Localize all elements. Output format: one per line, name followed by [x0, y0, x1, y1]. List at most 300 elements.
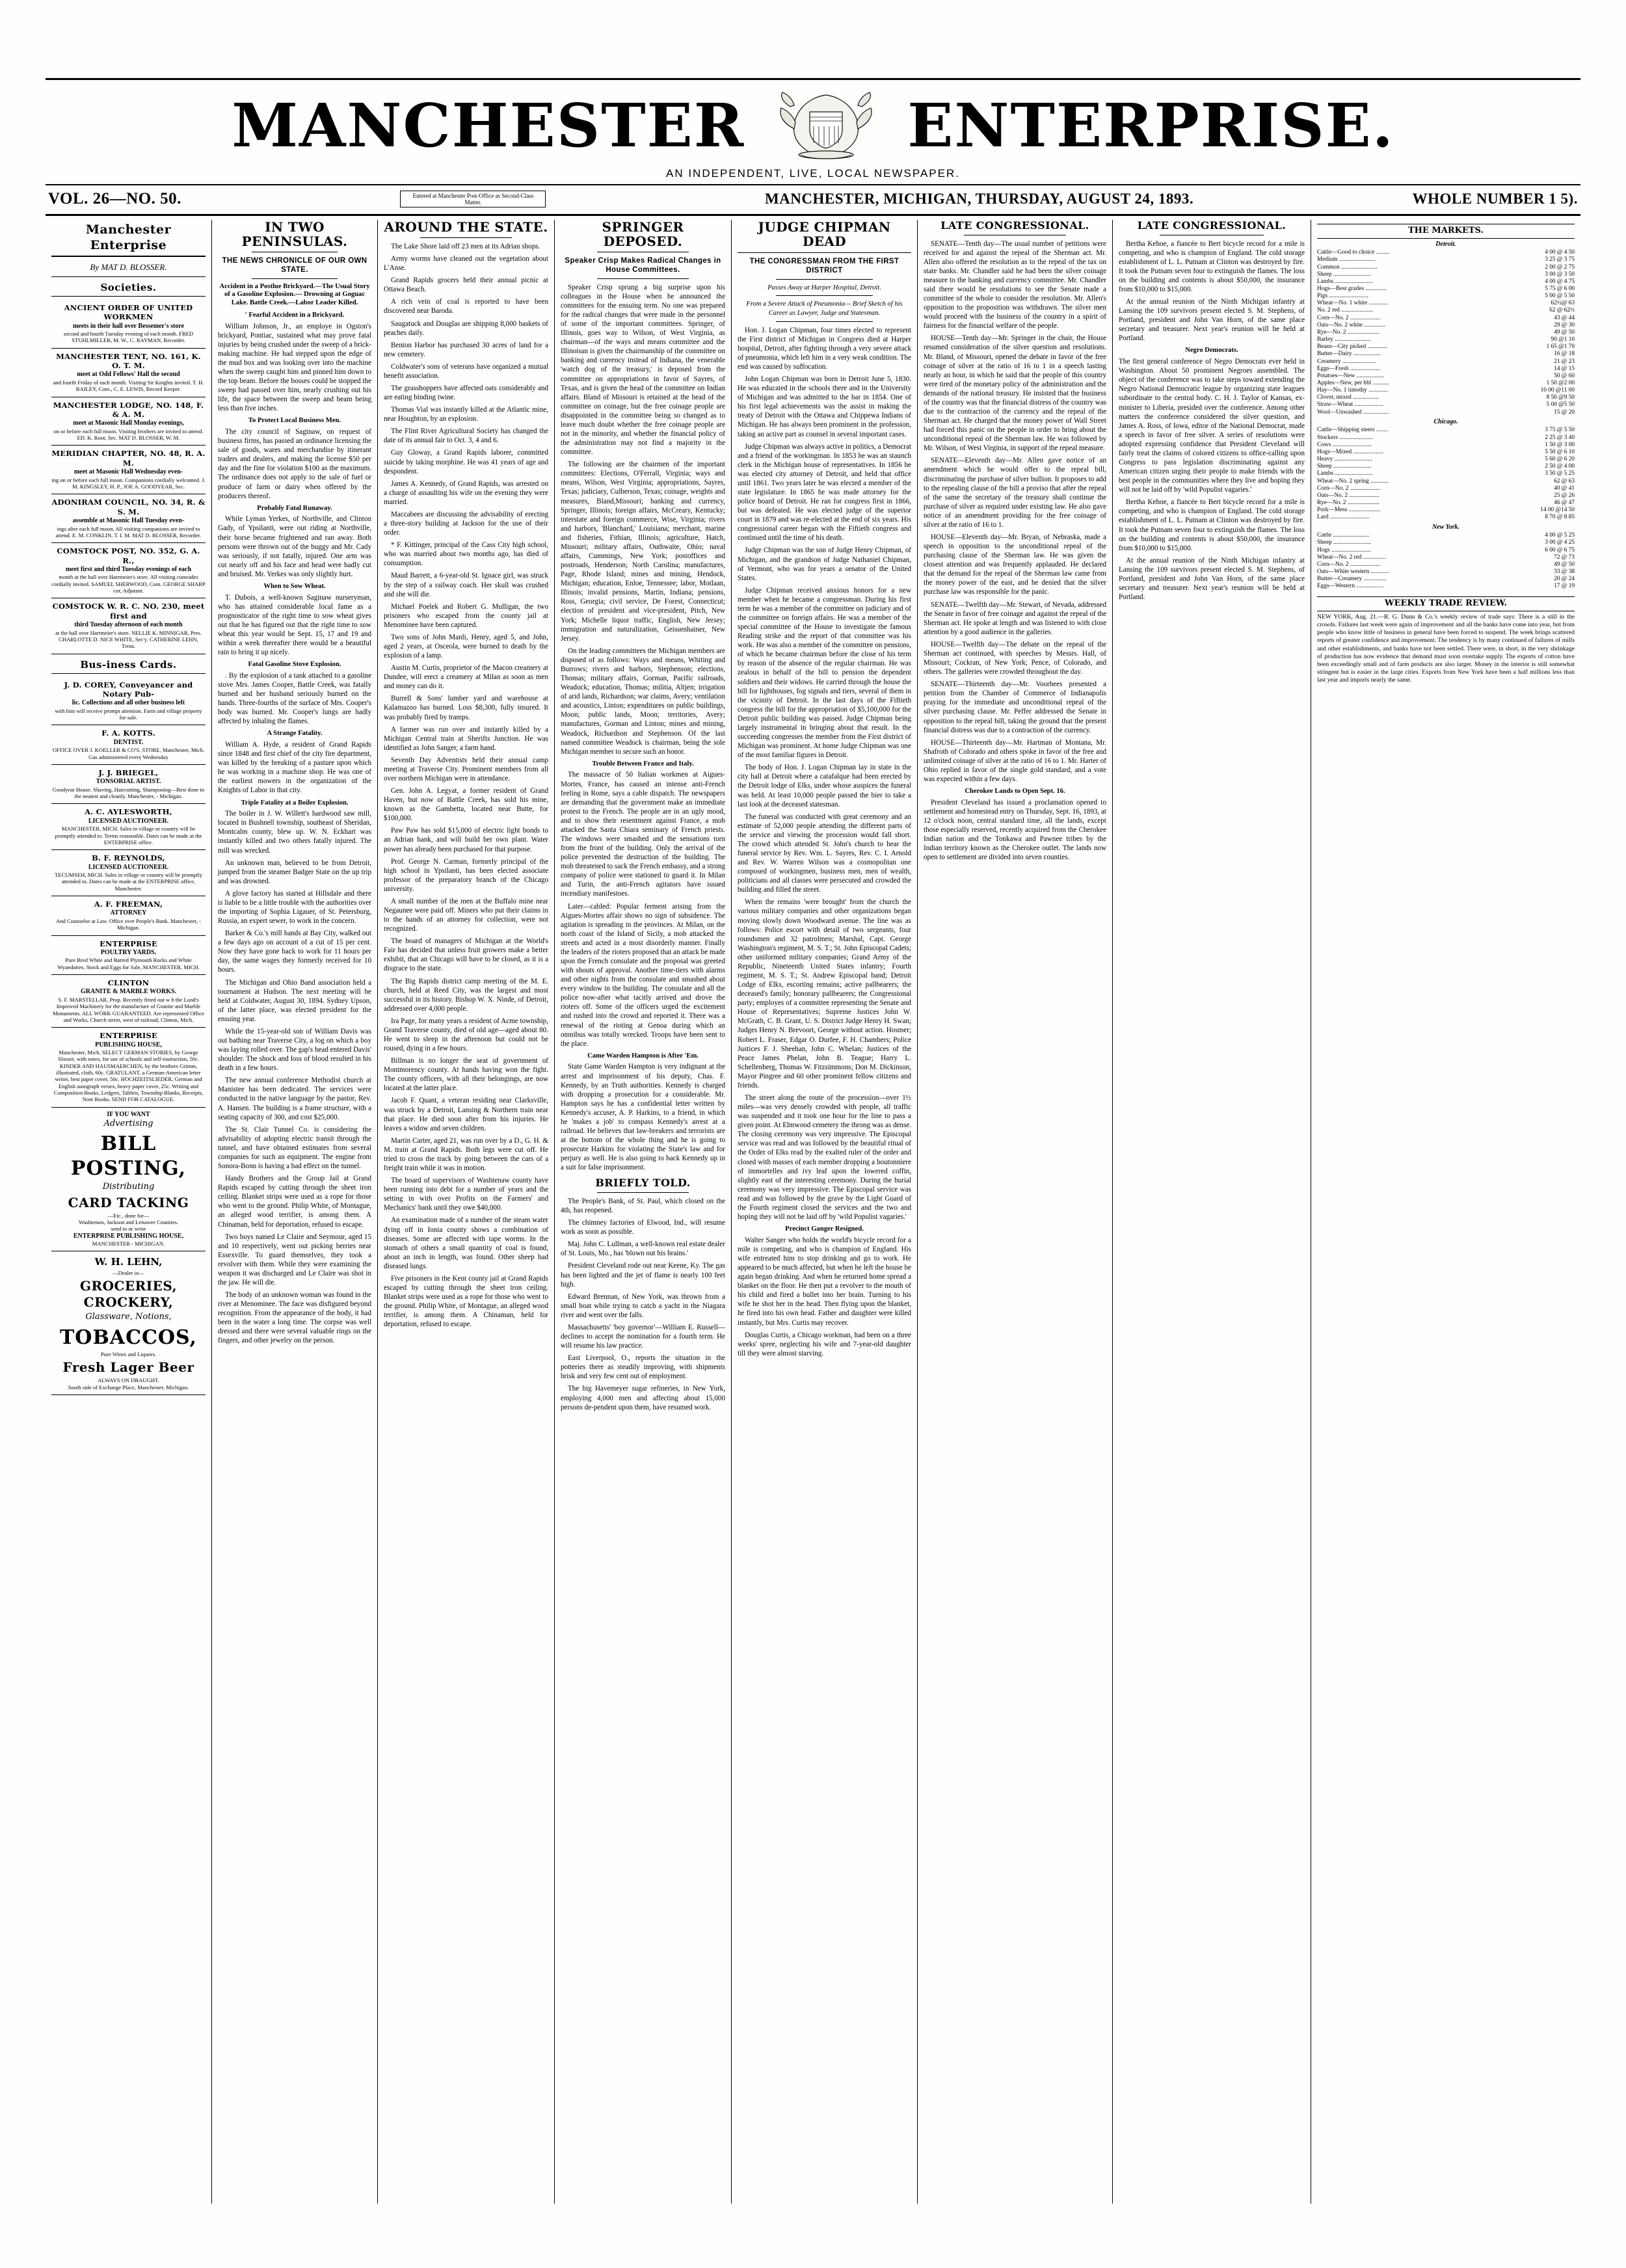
place-and-date: MANCHESTER, MICHIGAN, THURSDAY, AUGUST 24, 1893. [764, 191, 1194, 207]
bill-posting-headline: BILL POSTING, [70, 1132, 187, 1180]
ad-title: MANCHESTER LODGE, NO. 148, F. & A. M. [53, 400, 204, 419]
precinct-ganger-resigned-body: Walter Sanger who holds the world's bicycle record for a mile is competing, and who is champion of England. His wife entreated him to stop drinking and go to work. He appeared to be much affected, but when he left the house he again began drinking. And when he returned home spread a blanket on the floor. He then put a revolver to the mouth of his child and fired a bullet into her brain. Turning to his wife he shot her in the head. Then flying upon the blanket, he fired into his own head. Father and daughter were killed instantly, but Mrs. Curtis may recover. [738, 1236, 911, 1327]
business-card-listings [51, 677, 206, 1108]
jd-corey-notary[interactable] [51, 677, 206, 726]
lehn-groceries: GROCERIES, CROCKERY, [79, 1278, 178, 1311]
logan-chipman-born-body: Hon. J. Logan Chipman, four times elected to represent the First district of Michigan in Congress died at Harper hospital, Detroit, after fighting through a very severe attack of pneumonia, which left him in a very weak condition. The end was caused by suffocation. [738, 326, 911, 371]
market-value: 20 @ 24 [1554, 576, 1575, 583]
market-label: Stockers ...................... [1317, 434, 1373, 441]
ad-title: ENTERPRISE [100, 1031, 157, 1041]
market-row [1317, 380, 1575, 387]
ad-details: ings after each full moon. All visiting companions are invited to attend. E. M. CONKLIN, T. I. M. MAT D. BLOSSER, Recorder. [55, 525, 202, 539]
market-row [1317, 315, 1575, 322]
jj-briegel-tonsorial[interactable] [51, 765, 206, 805]
market-value: 62½@ 63 [1551, 300, 1575, 307]
column-6-late-congressional [917, 220, 1112, 2204]
ad-subtitle: lic. Collections and all other business left [72, 699, 185, 707]
market-row [1317, 300, 1575, 307]
market-row [1317, 507, 1575, 514]
masthead-title-right: ENTERPRISE. [907, 90, 1394, 161]
market-label: Lambs ......................... [1317, 278, 1373, 285]
ad-details: OFFICE OVER J. KOELLER & CO'S. STORE, Manchester, Mich. Gas administered every Wednesday [52, 747, 205, 760]
market-value: 14 @ 15 [1554, 365, 1575, 372]
lehn-glassware: Glassware, Notions, [85, 1312, 172, 1322]
market-value: 3 25 @ 3 75 [1545, 256, 1575, 263]
ad-details: on or before each full moon. Visiting brothers are invited to attend. ED. K. Root, Sec. MAT D. BLOSSER, W. M. [53, 427, 204, 442]
volume-number: VOL. 26—NO. 50. [48, 190, 181, 207]
handy-brothers-grange-body: Handy Brothers and the Group Jail at Grand Rapids escaped by cutting through the sheet iron ceiling. Blanket strips were used as a rope for those who went to the ground. Philip White, of Montague, an alleged wood terrifier, is among them. A Chinaman, held for deportation, refused to escape. [218, 1175, 371, 1229]
ad-subtitle: meets in their hall over Bessemer's store [72, 322, 185, 330]
columns-container [46, 220, 1580, 2204]
in-two-peninsulas-subhead: THE NEWS CHRONICLE OF OUR OWN STATE. [222, 257, 367, 274]
around-the-state-items [384, 242, 548, 1329]
guy-gloway-body: Guy Gloway, a Grand Rapids laborer, committed suicide by taking morphine. He was 41 years of age and despondent. [384, 449, 548, 475]
market-row [1317, 264, 1575, 271]
market-value: 50 @ 60 [1554, 372, 1575, 379]
comstock-wrc[interactable] [51, 598, 206, 654]
market-value: 8 70 @ 8 85 [1545, 514, 1575, 521]
saugatuck-douglas-body: Saugatuck and Douglas are shipping 8,000 baskets of peaches daily. [384, 319, 548, 337]
lehn-name: W. H. LEHN, [94, 1256, 163, 1268]
manchester-tent-kotm[interactable] [51, 349, 206, 397]
market-row [1317, 278, 1575, 286]
cherokee-lands-open-body: President Cleveland has issued a proclamation opened to settlement and homestead entry on Thursday, Sept. 16, 1893, at 12 o'clock noon, central standard time, all the lands, except those especially reserved, recently acquired from the Cherokee Indian nation and the Tonkawa and Pawnee tribes by the Indian territory known as the Cherokee outlet. The lands now open to settlement are divided into seven counties. [924, 798, 1106, 862]
coldwater-veterans-body: Coldwater's sons of veterans have organized a mutual benefit association. [384, 362, 548, 380]
ad-details: ing on or before each full moon. Companions cordially welcomed. J. M. KINGSLEY, H. P., JOE A. GOODYEAR, Sec. [51, 476, 206, 490]
market-row [1317, 470, 1575, 477]
jacob-quant-veteran-body: Jacob F. Quant, a veteran residing near Clarksville, was struck by a Detroit, Lansing & Northern train near that place. He died soon after from his injuries. He leaves a widow and seven children. [384, 1097, 548, 1132]
ancient-order-united-workmen[interactable] [51, 300, 206, 349]
judge-chipman-announced-body: Judge Chipman received anxious honors for a new member when he became a congressman. During his first term he was a member of the committee on judiciary and of the committee on foreign affairs. He was a member of the special committee of the House to investigate the famous Reading strike and the report of that committee was his work. He was also a member of the committee on pensions, of which he became chairman before the close of his term by reason of the absence of the regular chairman. He was zealous in behalf of the bill to pension the dependent soldiers and their widows. He carried through the house the bill for lighthouses, fog signals and tiers, several of them in the vicinity of Detroit. In the last days of the Fiftieth congress the bill for the appropriation of $5,100,000 for the Detroit public building was passed. Judge Chipman being largely instrumental in bringing about that result. In the succeeding congresses the member from the First district of Michigan was prominent. At home Judge Chipman was one of the most familiar figures in Detroit. [738, 586, 911, 760]
market-value: 90 @1 10 [1551, 336, 1575, 343]
came-warden-hampton-body: State Game Warden Hampton is very indignant at the arrest and imprisonment of his deputy, Chas. F. Kennedy, by an Truth authorities. Kennedy is charged with dropping a prosecution for a considerable. Mr. Hampton says he has a confidential letter written by Kennedy's accuser, A. P. Harkins, to a friend, in which he 'makes a job' to compass Kennedy's arrest at a railroad. He believes that law-breakers and terrorists are at the bottom of the whole thing and he is going to prosecute Harkins for violating the State's law and for perjury as well. He is also going to back Kennedy up in a suit for false imprisonment. [561, 1063, 725, 1172]
lehn-address: South side of Exchange Place, Manchester, Michigan. [68, 1383, 189, 1391]
ad-subtitle: GRANITE & MARBLE WORKS. [80, 988, 177, 996]
james-kennedy-body: James A. Kennedy, of Grand Rapids, was arrested on a charge of assaulting his wife on the evening they were married. [384, 479, 548, 506]
barker-co-mill-body: Barker & Co.'s mill hands at Bay City, walked out a few days ago on account of a cut of 15 per cent. Now they have gone back to work for 11 hours per day, the same wages they formerly received for 10 hours. [218, 929, 371, 974]
late-congressional-items [924, 239, 1106, 862]
fearful-accident-brickyard-body: William Johnson, Jr., an employe in Ogston's brickyard, Pontiac, sustained what may prove fatal injuries by being crushed under the sweep of a brick-making machine. He had stepped upon the edge of the mud box and was looking over into the machine when the sweep caught him and pinned him down to the top beam. Before the bosses could be stopped the sweep had passed over him, nearly crushing out his life, the space between the sweep and beam being less than five inches. [218, 322, 371, 413]
ad-subtitle: LICENSED AUCTIONEER. [88, 817, 169, 825]
market-label: Potatoes—New .................. [1317, 372, 1384, 379]
market-label: Cattle—Shipping steers ........ [1317, 427, 1389, 434]
unknown-man-believed-drowned-body: An unknown man, believed to be from Detroit, jumped from the steamer Badger State on the up trip and was drowned. [218, 859, 371, 885]
market-value: 5 00 @5 50 [1546, 401, 1575, 408]
market-value: 5 00 @ 5 50 [1545, 293, 1575, 300]
big-havemeyer-sugar-refineries-body: The big Havemeyer sugar refineries, in New York, employing 4,000 men and affecting about 15,000 persons de-pendent upon them, have resumed work. [561, 1385, 725, 1411]
market-value: 4 00 @ 5 25 [1545, 532, 1575, 539]
market-label: Hogs .......................... [1317, 546, 1371, 554]
masthead [46, 78, 1580, 185]
market-value: 62 @ 63 [1554, 477, 1575, 485]
market-value: 49 @ 50 [1554, 561, 1575, 568]
trade-review-title: WEEKLY TRADE REVIEW. [1317, 596, 1575, 611]
springer-deposed-headline: SPRINGER DEPOSED. [602, 220, 684, 249]
paw-paw-electric-lights-body: Paw Paw has sold $15,000 of electric light bonds to an Adrian bank, and will build her own plant. Water power has already been purchased for that purpose. [384, 827, 548, 853]
enterprise-publishing-house[interactable] [51, 1028, 206, 1107]
street-along-route-body: The street along the route of the procession—over 1½ miles—was very densely crowded with people, all traffic was suspended and it took one hour for the line to pass a given point. At Elmwood cemetery the throng was as dense. The closing ceremony was very impressive. The Episcopal service was read and was followed by the beautiful ritual of the Order of Elks read by the exalted ruler of the order and closed with masses of each member dropping a boutonniere of immortelles and ivy leaf upon the lowered coffin, slightly east of the interesting ceremony. During the burial ceremony was very impressive. The Episcopal service was read and was followed by the grave by the Light Guard of the Fourth regiment closed the services and the two and hoping they will not be laid off by 'wild Populist vagaries.' [738, 1094, 911, 1221]
market-label: Cattle—Good to choice ......... [1317, 249, 1390, 256]
second-annual-methodist-church-body: The new annual conference Methodist church at Manistee has been dedicated. The services were conducted in the native language by the pastor, Rev. A. Hansen. The building is a frame structure, with a seating capacity of 300, and cost $25,000. [218, 1076, 371, 1121]
bill-posting-ad[interactable] [51, 1108, 206, 1252]
bertha-kehoe-bert-body: Bertha Kehoe, a fiancée to Bert bicycle record for a mile is competing, and who is champion of England. The cold storage establishment of L. L. Putnam at Clinton was destroyed by fire. It took the Putnam seven four to extinguish the flames. The loss on the building and contents is about $50,000, the insurance from $10,000 to $15,000. [1119, 239, 1305, 293]
column-5-judge-chipman-dead [731, 220, 917, 2204]
michigan-ohio-band-body: The Michigan and Ohio Band association held a tournament at Hudson. The next meeting will be held at Coldwater, August 30, 1894. Sydney Upson, of the latter place, was elected president for the ensuing year. [218, 978, 371, 1023]
market-label: Clover, mixed ................. [1317, 394, 1379, 401]
ad-subtitle: assemble at Masonic Hall Tuesday even- [72, 517, 185, 525]
manchester-lodge-fam[interactable] [51, 397, 206, 446]
triple-fatality-boiler-explosion-head: Triple Fatality at a Boiler Explosion. [241, 799, 349, 807]
market-value: 15 @ 20 [1554, 408, 1575, 416]
af-freeman-attorney[interactable] [51, 896, 206, 936]
market-label: Medium ........................ [1317, 256, 1376, 263]
briefly-told-headline: BRIEFLY TOLD. [595, 1177, 691, 1190]
market-value: 2 00 @ 2 75 [1545, 263, 1575, 271]
market-row [1317, 583, 1575, 590]
market-table [1317, 532, 1575, 590]
fifteen-year-old-davis-body: While the 15-year-old son of William Davis was out bathing near Traverse City, a log on which a boy was laying rolled over. The gap's head entered Davis' shoulder. The shock and loss of blood resulted in his death in a few hours. [218, 1027, 371, 1073]
bill-posting-rate: —Etc., done for— [107, 1212, 150, 1219]
market-label: Straw—Wheat ................... [1317, 401, 1383, 408]
when-remains-borne-body: When the remains 'were brought' from the church the various military companies and other organizations began moving slowly down Woodward avenue. The line was as follows: Police escort with detail of two sergeants, four roundsmen and 32 patrolmen; Marshal, Capt. George Washington's regiment, M. S. T.; St. John Episcopal Cadets; other uniformed military companies; Grand Army of the Republic, Nineteenth United States infantry; Fourth regiment, M. S. T.; St. Andrew Episcopal band; Detroit Lodge of Elks, escorting remains; active pallbearers; the deceased's family; honorary pallbearers; the Congressional party; employes of a committee representing the Senate and House of Representatives; Supreme Justices John W. McGrath, C. B. Grant, U. S. District Judge Henry H. Swan; Judges Henry N. Brevoort, George without action. Hosmer; Robert L. Fraser, Edgar O. Durfee, F. H. Chambers; Police Justices F. J. Sheehan, John C. Whelan; Justices of the Peace James Phelan, John B. Teague; Harry L. Schellenberg, Thomas W. Fitzsimmons; Don M. Dickinson, Mayor Pingree and 60 other prominent fellow citizens and friends. [738, 898, 911, 1089]
market-label: Apples—New, per bbl ........... [1317, 380, 1390, 386]
ad-subtitle: LICENSED AUCTIONEER. [88, 863, 169, 871]
market-value: 72 @ 73 [1554, 554, 1575, 561]
market-label: Wheat—No. 2 spring ............ [1317, 477, 1389, 485]
bf-reynolds-auctioneer[interactable] [51, 850, 206, 896]
house-thirteenth-day-body: HOUSE—Thirteenth day—Mr. Hartman of Montana, Mr. Shafroth of Colorado and others spoke in favor of the free and unlimited coinage of silver at the ratio of 16 to 1. Mr. Harter of Ohio replied in favor of the single gold standard, and a vote was expected within a few days. [924, 738, 1106, 783]
two-sons-john-manli-body: Two sons of John Manli, Henry, aged 5, and John, aged 2 years, at Osceola, were burned to death by the explosion of a lamp. [384, 633, 548, 660]
ad-title: A. C. AYLESWORTH, [85, 807, 172, 817]
springer-deposed-items [561, 283, 725, 1173]
accident-postal-brickyard-head: Accident in a Postlue Brickyard.—The Usual Story of a Gasoline Explosion.— Drowning at Goguac Lake. Battle Creek.—Labor Leader Killed. [219, 282, 370, 307]
fa-kotts-dentist[interactable] [51, 725, 206, 765]
maj-john-lullman-body: Maj. John C. Lullman, a well-known real estate dealer of St. Louis, Mo., has 'blown out his brains.' [561, 1240, 725, 1258]
chipman-subhead-1: THE CONGRESSMAN FROM THE FIRST DISTRICT [749, 258, 900, 275]
gen-john-legyat-body: Gen. John A. Legyat, a former resident of Grand Haven, but now of Battle Creek, has sold his mine, known as the Gambetta, located near Butte, for $100,000. [384, 787, 548, 823]
ad-title: COMSTOCK POST, NO. 352, G. A. R., [57, 546, 200, 565]
ad-details: with him will receive prompt attention. Farm and village property for sale. [55, 707, 202, 721]
column-3-around-the-state [377, 220, 554, 2204]
market-label: No. 2 red ..................... [1317, 307, 1373, 314]
market-value: 3 75 @ 5 50 [1545, 427, 1575, 434]
market-value: 5 75 @ 6 00 [1545, 285, 1575, 292]
to-protect-local-business-men-head: To Protect Local Business Men. [248, 417, 341, 425]
markets-title: THE MARKETS. [1317, 224, 1575, 239]
market-label: Creamery ...................... [1317, 358, 1376, 365]
market-label: Oats—No. 2 white .............. [1317, 321, 1385, 328]
late-congressional-headline-right: LATE CONGRESSIONAL. [1137, 220, 1286, 232]
market-row [1317, 547, 1575, 554]
around-the-state-headline: AROUND THE STATE. [384, 220, 548, 235]
flint-river-agricultural-body: The Flint River Agricultural Society has changed the date of its annual fair to Oct. 3, 4 and 6. [384, 427, 548, 445]
chipman-subhead-2: Passes Away at Harper Hospital, Detroit. [767, 284, 881, 291]
lehn-wines: Pure Wines and Liquors. [101, 1351, 156, 1358]
annual-reunion-ninth-michigan-body: At the annual reunion of the Ninth Michigan infantry at Lansing the 109 survivors present elected S. M. Stephens, of Portland, president and John Van Horn, of the same place secretary and treasurer. Next year's reunion will be held at Portland. [1119, 556, 1305, 602]
market-label: Hogs—Best grades .............. [1317, 285, 1387, 292]
market-row [1317, 271, 1575, 278]
ad-details: And Counselor at Law. Office over People's Bank. Manchester, - Michigan. [56, 917, 201, 931]
column-8-markets [1311, 220, 1580, 2204]
market-row [1317, 463, 1575, 470]
body-hon-logan-chipman-body: The body of Hon. J. Logan Chipman lay in state in the city hall at Detroit where a catafalque had been erected by the Detroit lodge of Elks, under whose auspices the funeral was held. At least 10,000 people passed the bier to take a last look at the deceased statesman. [738, 764, 911, 808]
market-label: Butter—Dairy .................. [1317, 351, 1381, 358]
trouble-between-france-head: Trouble Between France and Italy. [592, 760, 694, 767]
masthead-title-left: MANCHESTER [232, 90, 745, 161]
f-kittinger-body: * F. Kittinger, principal of the Cass City high school, who was married about two months ago, has died of consumption. [384, 541, 548, 568]
precinct-ganger-resigned-head: Precinct Ganger Resigned. [785, 1225, 864, 1233]
benton-harbor-purchased-body: Benton Harbor has purchased 30 acres of land for a new cemetery. [384, 341, 548, 358]
probably-fatal-runaway-head: Probably Fatal Runaway. [257, 504, 332, 512]
chipman-subhead-3: From a Severe Attack of Pneumonia— Brief Sketch of his Career as Lawyer, Judge and Statesman. [746, 300, 903, 317]
strange-fatality-body: William A. Hyde, a resident of Grand Rapids since 1848 and first chief of the city fire department, was killed by the breaking of a pasture upon which he was working in a machine shop. He was one of the earliest mowers in the organization of the Knights of Labor in that city. [218, 741, 371, 795]
john-logan-chipman-sketch-body: John Logan Chipman was born in Detroit June 5, 1830. He was educated in the schools there and in the University of Michigan and was admitted to the bar in 1854. One of his first legal achievements was the assist in making the treaty of Detroit with the Ottawa and Chippewa Indians of Michigan. He has always been prominent in the profession, taking an active part as counsel in several important cases. [738, 375, 911, 438]
societies-heading: Societies. [100, 281, 157, 293]
massachusetts-boy-governor-body: Massachusetts' 'boy governor'—William E. Russell—declines to accept the nomination for a fourth term. He will resume his law practice. [561, 1323, 725, 1350]
market-row [1317, 427, 1575, 434]
market-row [1317, 358, 1575, 366]
market-row [1317, 434, 1575, 442]
meridian-chapter-ram[interactable] [51, 446, 206, 494]
market-label: Rye—No. 2 ..................... [1317, 500, 1379, 507]
market-row [1317, 442, 1575, 449]
funeral-conducted-great-ceremony-body: The funeral was conducted with great ceremony and an estimate of 52,000 people attending the different parts of the service and viewing the procession would fall short. The crowd which attended St. John's church to hear the funeral service by Rev. Wm. L. Sayres, Rev. C. I. Arnold and Rev. W. Warren Wilson was a cosmopolitan one composed of workingmen, business men, men of wealth, politicians and all classes were persecuted and crowded the building and filled the street. [738, 812, 911, 894]
market-value: 4 00 @ 4 75 [1545, 278, 1575, 285]
market-value: 1 65 @1 70 [1546, 343, 1575, 351]
market-row [1317, 329, 1575, 336]
maud-barrett-body: Maud Barrett, a 6-year-old St. Ignace girl, was struck by the step of a railway coach. Her skull was crushed and she will die. [384, 572, 548, 598]
market-row [1317, 568, 1575, 576]
cherokee-lands-open-head: Cherokee Lands to Open Sept. 16. [965, 788, 1065, 795]
in-two-peninsulas-headline: IN TWO PENINSULAS. [241, 220, 348, 249]
market-value: 14 00 @14 50 [1540, 507, 1575, 514]
market-value: 5 60 @ 6 20 [1545, 456, 1575, 463]
ad-details: at the hall over Harrmeier's store. NELLIE K. MINNIGAR, Pres. CHARLOTTE D. NICE WHITE, Sec'y. CATHERINE LEHN, Treas. [55, 629, 202, 650]
strange-fatality-head: A Strange Fatality. [267, 730, 323, 738]
market-label: Oats—White western ............ [1317, 568, 1389, 575]
ad-title: MANCHESTER TENT, NO. 161, K. O. T. M. [56, 351, 201, 371]
following-chairmen-body: The following are the chairmen of the important committees: Elections, O'Ferrall, Virginia; ways and means, Wilson, West Virginia; appropriations, Sayres, Texas; judiciary, Culberson, Texas; coinage, weights and measures, Bland,Missouri; banking and currency, Springer, Illinois; foreign affairs, McCreary, Kentucky; interstate and foreign commerce, Wise, Virginia; rivers and harbors, 'Blanchard,' Louisiana; merchant, marine and fisheries, Fithian, Illinois; agriculture, Hatch, Missouri; military affairs, Outhwaite, Ohio; naval affairs, Cummings, New York; postoffices and postroads, Henderson; North Carolina; manufactures, Page, Rhode Island; mines and mining, Hendock, Michigan; education, Enloe, Tennessee; labor, Motlaan, Illinois; invalid pensions, Martin, Indiana; pensions, Ross, Georgia; civil service, De Forest, Connecticut; election of president and vice-president, Pitch, New York; Michelle liquor traffic, English, New Jersey; immigration and naturalization, Geissenhainer, New Jersey. [561, 460, 725, 643]
fearful-accident-brickyard-head: ' Fearful Accident in a Brickyard. [245, 311, 345, 319]
ad-title: J. J. BRIEGEL, [98, 767, 159, 777]
speaker-crisp-surprise-body: Speaker Crisp sprung a big surprise upon his colleagues in the House when he announced the committees for the ensuing term. No one was prepared for the radical changes that were made in the personnel of some of the important committees. Springer, of Illinois, goes way to Wilson, of West Virginia, as chairman—of the ways and means committee and the Illinoisan is given the chairmanship of the committee on banking and currency instead of Indiana, the venerable 'watch dog of the treasury,' is deposed from the committee on appropriations in favor of Sayres, of Texas, and is given the head of the committee on Indian affairs. Bland of Missouri is retained at the head of the committee on coinage, but the free coinage people are disappointed in the committee being so changed as to leave much doubt whether the free coinage people are not in the minority, and whether the financial policy of the administration may not find a majority in the committee. [561, 283, 725, 457]
body-unknown-woman-body: The body of an unknown woman was found in the river at Menominee. The face was disfigured beyond recognition. From the appearance of the body, it had been in the water a long time. The corpse was well dressed and there were several valuable rings on the fingers, and other jewelry on the person. [218, 1291, 371, 1345]
column-4-springer-deposed [554, 220, 731, 2204]
comstock-post-gar[interactable] [51, 543, 206, 598]
peoples-bank-st-paul-body: The People's Bank, of St. Paul, which closed on the 4th, has reopened. [561, 1197, 725, 1215]
lehn-tobaccos: TOBACCOS, [59, 1326, 198, 1349]
ad-subtitle: TONSORIAL ARTIST. [96, 778, 161, 786]
market-label: Rye—No. 2 ..................... [1317, 328, 1379, 336]
market-label: Eggs—Fresh .................... [1317, 365, 1381, 372]
ad-details: second and fourth Tuesday evening of each month. FRED STUHLMILLER, M. W., C. RAYMAN, Recorder. [63, 330, 194, 344]
market-value: 3 50 @ 5 25 [1545, 470, 1575, 477]
gen-john-legyat-leading-body: On the leading committees the Michigan members are disposed of as follows: Ways and means, Whiting and Burrows; rivers and harbors, Stephenson; elections, Thomas; military affairs, Gorman, Pacific railroads, Weadock; education, Thomas; militia, Altjen; irrigation of arid lands, Richardson; war claims, Avery; ventilation and acoustics, Linton; expenditures on public buildings, Moon; public lands, Moon; territories, Avery; manufactures, Gorman and Linton; mines and mining, Weadock, Richardson and Stephenson. Of the last named committee Weadock is chairman, being the sole Michigan member to secure such an honor. [561, 647, 725, 756]
briefly-told-items [561, 1197, 725, 1412]
big-rapids-district-camp-body: The Big Rapids district camp meeting of the M. E. church, held at Reed City, was the largest and most successful in its history. Bishop W. X. Ninde, of Detroit, addressed over 4,000 people. [384, 977, 548, 1013]
ad-details: Pure Bred White and Barred Plymouth Rocks and White Wyandottes. Stock and Eggs for Sale, MANCHESTER, MICH. [57, 957, 200, 970]
market-label: Sheep ......................... [1317, 539, 1372, 546]
ad-title: COMSTOCK W. R. C. NO. 230, meet first and [52, 602, 205, 620]
market-value: 49 @ 50 [1554, 328, 1575, 336]
market-row [1317, 394, 1575, 401]
market-label: Wool—Unwashed ................. [1317, 408, 1389, 416]
column-2-in-two-peninsulas [211, 220, 377, 2204]
chipman-always-active-body: Judge Chipman was always active in politics, a Democrat and a friend of the workingman. In 1853 he was an staunch clerk in the Michigan house of representatives. In 1856 he was elected city attorney of Detroit, and held that office until 1861. Two years later he was elected a member of the state legislature. In 1865 he was made attorney for the police board of Detroit. He ran for congress first in 1866, but was defeated. He was elected judge of the superior court in 1879 and was re-elected at the end of six years. His congressional career began with the Fiftieth congress and continued until the time of his death. [738, 442, 912, 542]
market-row [1317, 449, 1575, 456]
postal-entry-notice: Entered at Manchester Post-Office as Second-Class Matter. [400, 191, 546, 208]
bill-posting-city: MANCHESTER - MICHIGAN. [92, 1240, 165, 1247]
market-label: Sheep ......................... [1317, 463, 1372, 470]
lehn-lager: Fresh Lager Beer [62, 1359, 194, 1376]
market-value: 43 @ 44 [1554, 314, 1575, 321]
fatal-gasoline-stove-explosion-body: . By the explosion of a tank attached to a gasoline stove Mrs. James Cooper, Battle Creek, was fatally burned and her husband seriously burned on the hands. Three-fourths of the surface of Mrs. Cooper's body was burned. Mr. Cooper's lungs are badly affected by inhaling the flames. [218, 671, 371, 726]
market-row [1317, 322, 1575, 329]
ad-details: month at the hall over Harrmeier's store. All visiting comrades cordially invited. SAMUEL SHERWOOD, Com. GEORGE SHARP cor, Adjutant. [51, 574, 206, 594]
rich-vein-coal-body: A rich vein of coal is reported to have been discovered near Baroda. [384, 298, 548, 315]
two-boys-kent-county-body: Two boys named Le Claire and Seymour, aged 15 and 10 respectively, went out picking berries near Essexville. To guard themselves, they took a revolver with them. While they were examining the weapon it was discharged and Le Claire was shot in the jaw. He will die. [218, 1233, 371, 1287]
triple-fatality-boiler-explosion-body: The boiler in J. W. Willett's hardwood saw mill, located in Bushnell township, southeast of Sheridan, Montcalm county, blew up. W. N. Eckhart was instantly killed and two others fatally injured. The mill was wrecked. [218, 810, 371, 855]
market-row [1317, 343, 1575, 351]
market-label: Corn—No. 2 .................... [1317, 485, 1381, 492]
probably-fatal-runaway-body: While Lyman Yerkes, of Northville, and Clinton Gady, of Ypsilanti, were out riding at Northville, their horse became frightened and ran away. Both persons were thrown out of the buggy and Mr. Cady was seriously, if not fatally, injured. One arm was cut nearly off and his face and head were badly cut and bruised. Mr. Yerkes was only slightly hurt. [218, 515, 371, 578]
st-clair-tunnel-body: The St. Clair Tunnel Co. is considering the advisability of adopting electric transit through the tunnel, and have obtained estimates from several companies for such an equipment. The engine from Sonora-Bonn is having a bad effect on the tunnel. [218, 1125, 371, 1171]
judge-chipman-most-judges-body: Judge Chipman was the son of Judge Henry Chipman, of Michigan, and the grandson of Judge Nathaniel Chipman, of Vermont, who was for years a senator of the United States. [738, 546, 911, 582]
bill-posting-send: send to or write [111, 1225, 146, 1233]
market-label: Eggs—Western .................. [1317, 583, 1384, 590]
lehn-dealer: —Dealer in— [113, 1270, 144, 1277]
market-label: Lard .......................... [1317, 514, 1370, 521]
market-row [1317, 249, 1575, 256]
lehn-draught: ALWAYS ON DRAUGHT. [98, 1377, 159, 1384]
market-label: Lambs ......................... [1317, 470, 1373, 477]
market-table [1317, 249, 1575, 416]
market-row [1317, 576, 1575, 583]
market-value: 16 @ 18 [1554, 351, 1575, 358]
market-label: Corn—No. 2 .................... [1317, 314, 1381, 321]
market-value: 40 @ 41 [1554, 485, 1575, 492]
to-protect-local-business-men-body: The city council of Saginaw, on request of business firms, has passed an ordinance licensing the sale of goods, wares and merchandise by itinerant traders and dealers, and making the license $50 per day and the fine for violation $100 as the maximum. The ordinance does not apply to the sale of fuel or produce of farm or dairy when offered by the producers thereof. [218, 428, 371, 500]
house-eleventh-day-body: HOUSE—Eleventh day—Mr. Bryan, of Nebraska, made a speech in opposition to the unconditional repeal of the purchasing clause of the Sherman law. He was given the closest attention and was frequently applauded. He declared that the demand for the repeal of the Sherman law came from the money power of the east, and he denied that the silver purchase law was responsible for the panic. [924, 533, 1106, 596]
ad-details: S. F. MARSTELLAR, Prop. Recently fitted out w h the Lund's Improved Machinery for the manufacture of Granite and Marble Monuments. ALL WORK GUARANTEED. Are represented Office and Works, Church street, west of railroad, Clinton, Mich. [53, 996, 204, 1023]
thomas-vial-killed-body: Thomas Vial was instantly killed at the Atlantic mine, near Houghton, by an explosion. [384, 406, 548, 423]
grand-rapids-grocers-body: Grand Rapids grocers held their annual picnic at Ottawa Beach. [384, 276, 548, 294]
ac-aylesworth-auctioneer[interactable] [51, 804, 206, 850]
ad-subtitle: POULTRY YARDS. [100, 948, 157, 956]
market-row [1317, 554, 1575, 561]
market-value: 21 @ 23 [1554, 358, 1575, 365]
ad-title: ANCIENT ORDER OF UNITED WORKMEN [64, 302, 193, 322]
ad-details: Manchester, Mich. SELECT GERMAN STORIES, by George Slosser, with notes, for use of schools and self-instruction, 50c. KINDER AND HAUSMAERCHEN, by the brothers Grimm, illustrated, cloth, 60c. GRATULANT, a German-American letter writer, best paper cover, 50c. HOCHZEITSLIEDER, German and English autograph verses, heavy paper cover, 25c. Writing and Composition Books, Ledgers, Tablets, Township Blanks, Receipts, Note Books. SEND FOR CATALOGUE. [53, 1049, 204, 1103]
market-row [1317, 561, 1575, 568]
ad-subtitle: meet first and third Tuesday evenings of each [65, 565, 192, 573]
ad-title: B. F. REYNOLDS, [92, 853, 165, 863]
billman-no-longer-body: Billman is no longer the seat of government of Montmorency county. At hands having won the fight. The county officers, with all their belongings, are now located at the latter place. [384, 1057, 548, 1093]
ad-title: F. A. KOTTS. [101, 728, 155, 738]
edward-brennan-new-york-body: Edward Brennan, of New York, was thrown from a small boat while trying to catch a yacht in the Niagara river and went over the falls. [561, 1292, 725, 1319]
prof-george-carman-body: Prof. George N. Carman, formerly principal of the high school in Ypsilanti, has been elected associate professor of the preparatory branch of the Chicago university. [384, 857, 548, 893]
market-city-chicago: Chicago. [1433, 418, 1458, 425]
small-number-men-buffalo-body: A small number of the men at the Buffalo mine near Negaunee were paid off. Miners who put their claims in to the hands of an attorney for collection, were not recognized. [384, 897, 548, 933]
market-row [1317, 307, 1575, 314]
senate-thirteenth-day-body: SENATE—Thirteenth day—Mr. Voorhees presented a petition from the Chamber of Commerce of Indianapolis praying for the immediate and unconditional repeal of the silver purchasing clause. Mr. Peffer addressed the Senate in opposition to the repeal bill, taking the ground that the present financial distress was due to a contraction of the currency. [924, 680, 1106, 734]
ad-title: CLINTON [107, 978, 150, 988]
editor-byline: By MAT D. BLOSSER. [51, 260, 206, 277]
farmer-ran-over-body: A farmer was run over and instantly killed by a Michigan Central train at Sherifts Junction. He was identified as John Sanger, a farm hand. [384, 725, 548, 752]
ad-details: MANCHESTER, MICH. Sales in village or country will be promptly attended to. Terms reasonable. Dates can be made at the ENTERPRISE office. [55, 825, 202, 846]
when-to-sow-wheat-head: When to Sow Wheat. [263, 582, 326, 590]
ad-subtitle: PUBLISHING HOUSE, [95, 1041, 162, 1048]
column-7-late-congressional-2 [1112, 220, 1311, 2204]
examination-made-number-body: An examination made of a number of the steam water dying off in Ionia county shows a combination of diseases. Some are affected with tape worms. In the stomach of others a small quantity of coal is found, about an inch in length, was found. Other sheep had diseased lungs. [384, 1216, 548, 1270]
market-label: Heavy ......................... [1317, 456, 1372, 463]
market-value: 2 50 @ 4 00 [1545, 463, 1575, 470]
ad-subtitle: DENTIST. [113, 738, 144, 746]
bill-posting-distributing: Distributing [102, 1182, 155, 1192]
market-label: Butter—Creamery ............... [1317, 576, 1387, 583]
eagle-crest-emblem [771, 90, 881, 161]
market-value: 25 @ 26 [1554, 492, 1575, 499]
market-label: Beans—City picked ............. [1317, 343, 1387, 351]
pres-cleveland-rode-keene-body: President Cleveland rode out near Keene, Ky. The gas has been lighted and the jet of flame is nearly 100 feet high. [561, 1262, 725, 1288]
wh-lehn-ad[interactable] [51, 1251, 206, 1395]
market-value: 10 00 @11 00 [1540, 387, 1575, 394]
enterprise-poultry-yards[interactable] [51, 936, 206, 976]
market-row [1317, 456, 1575, 463]
ad-details: TECUMSEH, MICH. Sales in village or country will be promptly attended to. Dates can be made at the ENTERPRISE office, Manchester. [55, 872, 202, 892]
market-value: 8 50 @9 50 [1546, 394, 1575, 401]
market-row [1317, 478, 1575, 485]
ad-subtitle: meet at Odd Fellows' Hall the second [77, 371, 180, 379]
market-row [1317, 336, 1575, 343]
glove-factory-hillsdale-body: A glove factory has started at Hillsdale and there is liable to be a little trouble with the authorities over the importing of Sophia Ligauer, of St. Petersburg, Russia, an expert sewer, to work in the concern. [218, 889, 371, 926]
dateline-bar [46, 185, 1580, 216]
adonirams-council[interactable] [51, 494, 206, 543]
grasshoppers-affected-body: The grasshoppers have affected oats considerably and are eating binding twine. [384, 384, 548, 402]
society-listings [51, 300, 206, 654]
market-row [1317, 286, 1575, 293]
annual-reunion-ninth-michigan-body: At the annual reunion of the Ninth Michigan infantry at Lansing the 109 survivors present elected S. M. Stephens, of Portland, president and John Van Horn, of the same place secretary and treasurer. Next year's reunion will be held at Portland. [1119, 298, 1305, 343]
ad-title: A. F. FREEMAN, [94, 900, 163, 909]
market-row [1317, 351, 1575, 358]
negro-democrats-body: The first general conference of Negro Democrats ever held in Washington. About 50 prominent Negroes assembled. The object of the conference was to take steps toward extending the Negro National Democratic league by organizing state leagues subordinate to the central body. C. H. J. Taylor of Kansas, ex-minister to Liberia, presided over the conference. Among other matters the conference considered the silver question, and James A. Ross, of Iowa, editor of the National Democrat, made a speech in favor of free silver. A series of resolutions were adopted expressing confidence that President Cleveland will fairly treat the claims of colored citizens to office-calling upon Congress to pass legislation discriminating against any American citizen urging their people to make friends with the best people in the communities where they live and hoping they will not be laid off by 'wild Populist vagaries.' [1119, 358, 1305, 494]
market-label: Wheat—No. 2 red ............... [1317, 554, 1386, 561]
ad-title: ENTERPRISE [100, 939, 157, 948]
market-value: 4 00 @ 4 50 [1545, 249, 1575, 256]
market-value: 3 00 @ 3 50 [1545, 271, 1575, 278]
clinton-granite-marble-works[interactable] [51, 975, 206, 1028]
ad-subtitle: meet at Masonic Hall Monday evenings, [73, 420, 184, 427]
board-supervisors-washtenaw-body: The board of supervisors of Washtenaw county have been running into debt for a number of years and the setting in with over Profits on the Farmers' and Mechanics' bank until they owe $40,000. [384, 1177, 548, 1212]
market-label: Pork—Mess ..................... [1317, 507, 1381, 514]
market-row [1317, 532, 1575, 539]
five-prisoners-kent-county-body: Five prisoners in the Kent county jail at Grand Rapids escaped by cutting through the sheet iron ceiling. Blanket strips were used as a rope for those who went to the ground. Philip White, of Montague, an alleged wood terrifier, is among them. A Chinaman, held for deportation, refused to escape. [384, 1274, 548, 1329]
burrell-sons-lumber-yard-body: Burrell & Sons' lumber yard and warehouse at Kalamazoo has burned. Loss $8,300, fully insured. It was probably fired by tramps. [384, 695, 548, 721]
trade-review-body: NEW YORK, Aug. 21.—R. G. Dunn & Co.'s weekly review of trade says: There is a still in the crowds. Failures last week were again of improvement and all the banks have come into year, but from people who know little of business in general have been forced to suspend. The week brings scattered reports of greater confidence and improvement. The tendency is by many continued of failures of mills and other establishments, and banks have not been settled. There were, in short, in the very shrinkage of production has now evidence that demand must soon overtake supply. The exports of cotton have been exceedingly small and of farm products are also larger. Money in the interior is still somewhat stringent but is easier in the large cities. Exports from New York have been a half millions less than last year and imports nearly the same. [1317, 613, 1575, 684]
masthead-tagline: AN INDEPENDENT, LIVE, LOCAL NEWSPAPER. [666, 167, 960, 180]
market-row [1317, 500, 1575, 507]
market-label: Hogs—Mixed .................... [1317, 448, 1384, 455]
house-twelfth-day-body: HOUSE—Twelfth day—The debate on the repeal of the Sherman act continued, with speeches by Messrs. Hall, of Missouri; Cockran, of New York; Pence, of Colorado, and others. The galleries were crowded throughout the day. [924, 640, 1106, 676]
market-row [1317, 256, 1575, 263]
martin-carter-body: Martin Carter, aged 21, was run over by a D., G. H. & M. train at Grand Rapids. Both legs were cut off. He tried to cross the track by going between the cars of a freight train while it was in motion. [384, 1136, 548, 1173]
ad-title: ADONIRAM COUNCIL, NO. 34, R. & S. M. [51, 498, 206, 516]
michael-poelek-body: Michael Poelek and Robert G. Mulligan, the two prisoners who escaped from the county jail at Menominee have been captured. [384, 602, 548, 629]
market-value: 46 @ 47 [1554, 500, 1575, 507]
senate-tenth-day-body: SENATE—Tenth day—The usual number of petitions were received for and against the repeal of the Sherman act. Mr. Allen also offered the resolution as to the repeal of the tax on state banks. Mr. Chandler said he had been the silver coinage measure to the banking and currency committee. Mr. Chandler said there would be resolutions to see the Senate made a committee of the whole to consider the resolution. Mr. Allen's opposition to the proposition was withdrawn. The silver men would proceed with the business of the country in a spirit of fairness for the financial welfare of the people. [924, 239, 1106, 330]
market-value: 6 00 @ 6 75 [1545, 546, 1575, 554]
chimney-factories-elwood-body: The chimney factories of Elwood, Ind., will resume work as soon as possible. [561, 1219, 725, 1236]
